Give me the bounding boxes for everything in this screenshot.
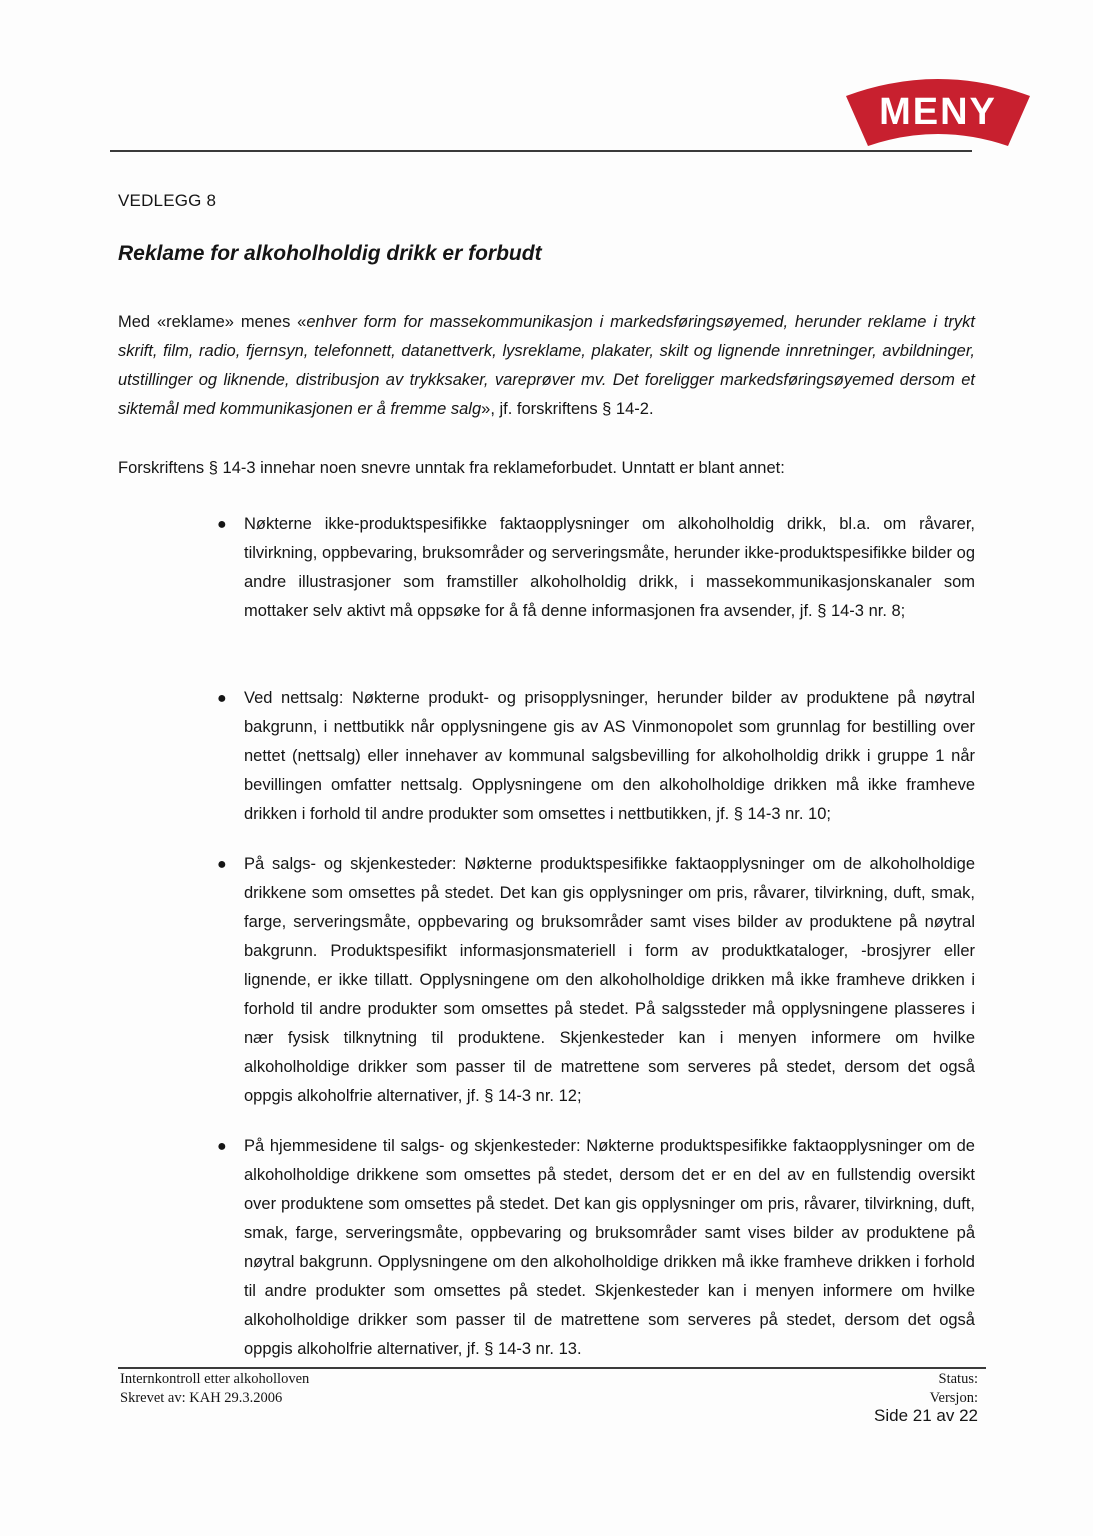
list-item-text: Nøkterne ikke-produktspesifikke faktaopplysninger om alkoholholdig drikk, bl.a. om råvarer, tilvirkning, oppbevaring, bruksområder og serveringsmåte, herunder ikke-produktspesifikke bilder og andre illustrasjoner som framstiller alkoholholdig drikk, i massekommunikasjonskanaler som mottaker selv aktivt må oppsøke for å få denne informasjonen fra avsender, jf. § 14-3 nr. 8; <box>244 515 975 620</box>
page-number: Side 21 av 22 <box>874 1406 978 1425</box>
footer-rule <box>118 1367 986 1369</box>
footer-status: Status: <box>938 1371 978 1387</box>
list-item-text: På hjemmesidene til salgs- og skjenkesteder: Nøkterne produktspesifikke faktaopplysninger om de alkoholholdige drikkene som omsettes på stedet, dersom det er en del av en fullstendig oversikt over produktene som omsettes på stedet. Det kan gis opplysninger om pris, råvarer, tilvirkning, duft, smak, farge, serveringsmåte, oppbevaring og bruksområder samt vises bilder av produktene på nøytral bakgrunn. Opplysningene om den alkoholholdige drikken må ikke framheve drikken i forhold til andre produkter som omsettes på stedet. Skjenkesteder kan i menyen informere om hvilke alkoholholdige drikker som passer til de matrettene som serveres på stedet, dersom det også oppgis alkoholfrie alternativer, jf. § 14-3 nr. 13. <box>244 1137 975 1358</box>
list-item-text: Ved nettsalg: Nøkterne produkt- og prisopplysninger, herunder bilder av produktene på nøytral bakgrunn, i nettbutikk når opplysningene gis av AS Vinmonopolet som grunnlag for bestilling over nettet (nettsalg) eller innehaver av kommunal salgsbevilling for alkoholholdig drikk i gruppe 1 når bevillingen omfatter nettsalg. Opplysningene om den alkoholholdige drikken må ikke framheve drikken i forhold til andre produkter som omsettes i nettbutikken, jf. § 14-3 nr. 10; <box>244 689 975 823</box>
definition-paragraph <box>118 308 975 424</box>
appendix-label: VEDLEGG 8 <box>118 191 217 210</box>
header-rule <box>110 150 972 152</box>
footer-version: Versjon: <box>929 1390 978 1406</box>
bullet-icon: ● <box>217 1138 227 1155</box>
footer-left <box>120 1370 309 1408</box>
meny-logo <box>838 66 1038 152</box>
list-item <box>217 684 975 829</box>
list-item-text: På salgs- og skjenkesteder: Nøkterne produktspesifikke faktaopplysninger om de alkoholholdige drikkene som omsettes på stedet. Det kan gis opplysninger om pris, råvarer, tilvirkning, duft, smak, farge, serveringsmåte, oppbevaring og bruksområder samt vises bilder av produktene på nøytral bakgrunn. Produktspesifikt informasjonsmateriell i form av produktkataloger, -brosjyrer eller lignende, er ikke tillatt. Opplysningene om den alkoholholdige drikken må ikke framheve drikken i forhold til andre produkter som omsettes på stedet. På salgssteder må opplysningene plasseres i nær fysisk tilknytning til produktene. Skjenkesteder kan i menyen informere om hvilke alkoholholdige drikker som passer til de matrettene som serveres på stedet, dersom det også oppgis alkoholfrie alternativer, jf. § 14-3 nr. 12; <box>244 855 975 1105</box>
exceptions-intro: Forskriftens § 14-3 innehar noen snevre unntak fra reklameforbudet. Unntatt er blant annet: <box>118 459 785 477</box>
list-item <box>217 850 975 1111</box>
definition-quote: enhver form for massekommunikasjon i markedsføringsøyemed, herunder reklame i trykt skrift, film, radio, fjernsyn, telefonnett, datanettverk, lysreklame, plakater, skilt og lignende innretninger, avbildninger, utstillinger og liknende, distribusjon av trykksaker, vareprøver mv. Det foreligger markedsføringsøyemed dersom et siktemål med kommunikasjonen er å fremme salg <box>118 313 975 418</box>
logo-text: MENY <box>879 91 997 133</box>
list-item <box>217 1132 975 1364</box>
list-item <box>217 510 975 626</box>
footer-doc-name: Internkontroll etter alkoholloven <box>120 1371 310 1387</box>
footer-right <box>930 1370 978 1408</box>
footer-written-by: Skrevet av: KAH 29.3.2006 <box>120 1390 283 1406</box>
bullet-icon: ● <box>217 856 227 873</box>
bullet-icon: ● <box>217 690 227 707</box>
bullet-icon: ● <box>217 516 227 533</box>
page-title: Reklame for alkoholholdig drikk er forbudt <box>118 242 542 265</box>
definition-lead: Med «reklame» menes « <box>118 313 307 331</box>
definition-tail: », jf. forskriftens § 14-2. <box>481 400 654 418</box>
